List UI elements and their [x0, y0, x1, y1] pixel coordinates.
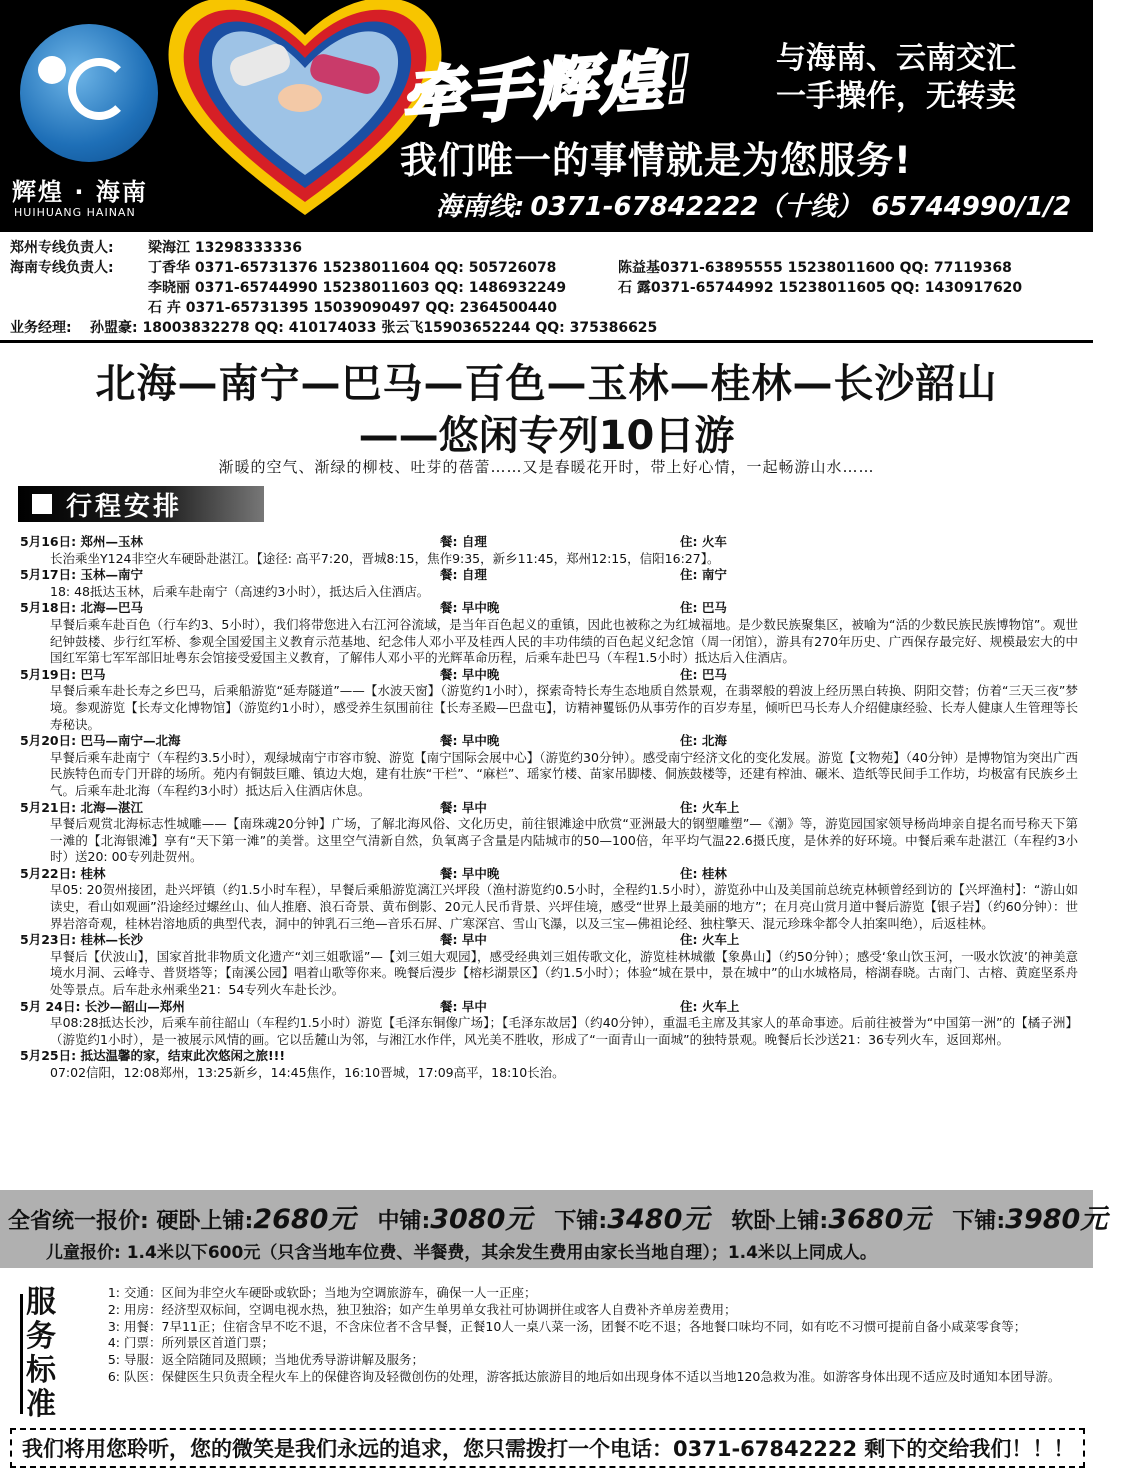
service-item-number: 6: [107, 1368, 120, 1384]
day-meal: 餐: 早中晚 [440, 666, 500, 682]
day-header [20, 999, 1078, 1016]
price-item-value: 3980元 [1005, 1204, 1108, 1235]
day-date: 5月22日: 桂林 [20, 865, 106, 881]
route-subtitle: ——悠闲专列10日游 [358, 413, 735, 459]
day-description: 早05: 20贺州接团，赴兴坪镇（约1.5小时车程），早餐后乘船游览漓江兴坪段（渔村游览约0.5小时，全程约1.5小时），游览孙中山及美国前总统克林顿曾经到访的【兴坪渔村】：“游山如读史，看山如观画”沿途经过螺丝山、仙人推磨、浪石奇景、黄布倒影、20元人民币背景、兴坪佳境，感受“世界上最美丽的地方”；在月亮山赏月道中餐后游览【银子岩】（约60分钟）：世界岩溶奇观，桂林岩溶地质的典型代表，洞中的钟乳石三绝—音乐石屏、广寒深宫、雪山飞瀑，以及三宝—佛祖论经、独柱擎天、混元珍珠伞都令人拍案叫绝），后返桂林。 [50, 882, 1078, 931]
day-meal: 餐: 早中 [440, 998, 487, 1014]
day-description: 早餐后乘车赴长寿之乡巴马，后乘船游览“延寿隧道”——【水波天窗】（游览约1小时），探索奇特长寿生态地质自然景观，在翡翠般的碧波上经历黑白转换、阴阳交替；仿着“三天三夜”梦境。参观游览【长寿文化博物馆】（游览约1小时），感受养生氛围前往【长寿圣殿—巴盘屯】，访精神矍铄仍从事劳作的百岁寿星，倾听巴马长寿人介绍健康经验、长寿人健康人生管理等长寿秘诀。 [50, 683, 1078, 732]
day-meal: 餐: 早中晚 [440, 600, 500, 616]
day-stay: 住: 北海 [680, 733, 727, 749]
day-description: 早餐后观赏北海标志性城雕——【南珠魂20分钟】广场，了解北海风俗、文化历史，前往银滩途中欣赏“亚洲最大的钢塑雕塑”—《潮》等，游览园国家领导杨尚坤亲自提名而号称天下第一滩的【北海银滩】享有“天下第一滩”的美誉。这里空气清新自然，负氧离子含量是内陆城市的50—100倍，年平均气温22.6摄氏度，是休养的好环境。中餐后乘车赴湛江（车程约3小时）送20: 00专列赴贺州。 [50, 816, 1078, 865]
hotline-number: 0371-67842222（十线） 65744990/1/2 [530, 192, 1072, 222]
service-item-number: 2: [107, 1301, 120, 1317]
service-item-number: 5: [107, 1352, 120, 1368]
service-item [94, 1335, 1074, 1352]
divider [0, 340, 1093, 343]
day-description: 07:02信阳，12:08郑州，13:25新乡，14:45焦作，16:10晋城，17:09高平，18:10长治。 [50, 1065, 565, 1080]
service-item-text: 用餐：7早11正；住宿含早不吃不退，不含床位者不含早餐，正餐10人一桌八菜一汤，团餐不吃不退；各地餐口味均不同，如有吃不习惯可提前自备小咸菜零食等； [124, 1318, 1027, 1334]
day-stay: 住: 火车上 [680, 799, 740, 815]
day-meal: 餐: 自理 [440, 534, 487, 549]
day-date: 5月20日: 巴马—南宁—北海 [20, 733, 181, 749]
service-divider [20, 1294, 23, 1414]
day-header [20, 800, 1078, 817]
day-description: 早餐后乘车赴南宁（车程约3.5小时），观绿城南宁市容市貌、游览【南宁国际会展中心】（游览约30分钟）。感受南宁经济文化的变化发展。游览【文物苑】（40分钟）是博物馆为突出广西民族特色而专门开辟的场所。苑内有铜鼓巨雕、镇边大炮，建有壮族“干栏”、“麻栏”、瑶家竹楼、苗家吊脚楼、侗族鼓楼等，还建有榨油、碾米、造纸等民间手工作坊，均极富有民族乡土气。后乘车赴北海（车程约3小时）抵达后入住酒店休息。 [50, 749, 1078, 798]
contact-info: 李晓丽 0371-65744990 15238011603 QQ: 1486932249 [148, 280, 567, 296]
hotline [436, 186, 1077, 223]
contact-info: 孙盟豪: 18003832278 QQ: 410174033 张云飞15903652244 QQ: 375386625 [90, 320, 658, 336]
service-title [26, 1286, 66, 1422]
contact-role: 业务经理: [10, 320, 72, 336]
square-icon [32, 494, 52, 514]
contact-info: 陈益基0371-63895555 15238011600 QQ: 77119368 [618, 260, 1012, 276]
service-item [94, 1352, 1074, 1369]
price-item-value: 2680元 [253, 1204, 356, 1235]
company-logo [8, 16, 168, 219]
day-meal: 餐: 早中晚 [440, 733, 500, 749]
contact-row [10, 238, 1085, 258]
logo-name-en: HUIHUANG HAINAN [14, 206, 136, 219]
service-item-number: 4: [107, 1335, 120, 1351]
service-item-text: 队医：保健医生只负责全程火车上的保健咨询及轻微创伤的处理，游客抵达旅游目的地后如出现身体不适以当地120急救为准。如游客身体出现不适应及时通知本团导游。 [124, 1368, 1061, 1384]
price-row [8, 1197, 1108, 1236]
tagline: 渐暖的空气、渐绿的柳枝、吐芽的蓓蕾……又是春暖花开时，带上好心情，一起畅游山水…… [218, 458, 875, 476]
hotline-label: 海南线: [436, 192, 525, 222]
contact-indent [10, 298, 148, 318]
service-title-char: 准 [26, 1387, 56, 1422]
service-item [94, 1302, 1074, 1319]
day-stay: 住: 火车上 [680, 998, 740, 1014]
day-header [20, 600, 1078, 617]
service-item-text: 交通：区间为非空火车硬卧或软卧；当地为空调旅游车，确保一人一正座； [124, 1285, 537, 1300]
contact-row [10, 258, 1085, 278]
service-item-text: 用房：经济型双标间，空调电视水热，独卫独浴；如产生单男单女我社可协调拼住或客人自费补齐单房差费用； [124, 1301, 737, 1317]
day-stay: 住: 巴马 [680, 666, 727, 682]
price-item-label: 硬卧上铺: [156, 1209, 254, 1234]
price-item-label: 中铺: [377, 1209, 431, 1234]
footer-slogan: 我们将用您聆听，您的微笑是我们永远的追求，您只需拨打一个电话：0371-67842222 剩下的交给我们！！！ [10, 1428, 1085, 1468]
day-description: 18: 48抵达玉林，后乘车赴南宁（高速约3小时），抵达后入住酒店。 [50, 583, 430, 599]
slogan-main: 牵手辉煌! [398, 42, 698, 138]
price-item-value: 3080元 [430, 1204, 533, 1235]
logo-dot [38, 56, 66, 84]
contact-role: 海南专线负责人: [10, 260, 114, 276]
day-header [20, 1048, 1078, 1065]
section-header-itinerary [18, 486, 264, 522]
day-date: 5月 24日: 长沙—韶山—郑州 [20, 998, 185, 1014]
service-list [94, 1285, 1074, 1386]
service-title-char: 标 [26, 1353, 56, 1388]
day-meal: 餐: 早中 [440, 932, 487, 948]
day-date: 5月21日: 北海—湛江 [20, 799, 143, 815]
service-item [94, 1319, 1074, 1336]
day-stay: 住: 火车上 [680, 932, 740, 948]
day-header [20, 932, 1078, 949]
day-date: 5月23日: 桂林—长沙 [20, 932, 143, 948]
day-description: 早餐后乘车赴百色（行车约3、5小时），我们将带您进入右江河谷流域，是当年百色起义的重镇，因此也被称之为红城福地。是少数民族聚集区，被喻为“活的少数民族民族博物馆”。观世纪钟鼓楼、步行红军桥、参观全国爱国主义教育示范基地、纪念伟人邓小平及桂西人民的丰功伟绩的百色起义纪念馆（周一闭馆），游具有270年历史、广西保存最完好、规模最宏大的中国红军第七军军部旧址粤东会馆接受爱国主义教育，了解伟人邓小平的光辉革命历程，后乘车赴巴马（车程1.5小时）抵达后入住酒店。 [50, 616, 1078, 666]
day-header [20, 667, 1078, 684]
day-header [20, 733, 1078, 750]
service-title-char: 服 [26, 1285, 56, 1320]
itinerary-list [20, 534, 1078, 1082]
contact-info: 石 卉 0371-65731395 15039090497 QQ: 2364500440 [148, 300, 558, 316]
day-header [20, 866, 1078, 883]
price-item-label: 下铺: [554, 1209, 608, 1234]
day-header [20, 534, 1078, 551]
contact-role: 郑州专线负责人: [10, 240, 114, 256]
day-date: 5月16日: 郑州—玉林 [20, 534, 143, 549]
day-meal: 餐: 自理 [440, 567, 487, 583]
day-meal: 餐: 早中 [440, 799, 487, 815]
day-date: 5月17日: 玉林—南宁 [20, 567, 143, 583]
slogan-side-line1: 与海南、云南交汇 [776, 41, 1016, 76]
slogan-service: 我们唯一的事情就是为您服务! [400, 139, 912, 182]
price-item-label: 下铺: [952, 1209, 1006, 1234]
slogan-side [776, 40, 1016, 116]
contact-row [10, 278, 1085, 298]
price-label: 全省统一报价: [8, 1209, 149, 1234]
service-item [94, 1369, 1074, 1386]
day-description: 早08:28抵达长沙，后乘车前往韶山（车程约1.5小时）游览【毛泽东铜像广场】；【毛泽东故居】（约40分钟），重温毛主席及其家人的革命事迹。后前往被誉为“中国第一洲”的【橘子洲】（游览约1小时），是一被展示风情的画。它以岳麓山为邻，与湘江水作伴，风光美不胜收，形成了“一面青山一面城”的独特景观。晚餐后长沙送21：36专列火车，返回郑州。 [50, 1015, 1078, 1047]
slogan-side-line2: 一手操作，无转卖 [776, 79, 1016, 114]
logo-swirl-icon [68, 58, 130, 120]
day-meal: 餐: 早中晚 [440, 865, 500, 881]
contact-list [10, 238, 1085, 338]
service-item-number: 1: [107, 1285, 120, 1300]
route-title: 北海—南宁—巴马—百色—玉林—桂林—长沙韶山 [95, 361, 998, 407]
day-stay: 住: 桂林 [680, 865, 727, 881]
contact-info: 丁香华 0371-65731376 15238011604 QQ: 505726078 [148, 260, 557, 276]
service-item-text: 导服：返全陪随同及照顾；当地优秀导游讲解及服务； [124, 1352, 425, 1368]
day-description: 长治乘坐Y124非空火车硬卧赴湛江。【途径: 高平7:20，晋城8:15，焦作9:35，新乡11:45，郑州12:15，信阳16:27】。 [50, 550, 720, 566]
day-date: 5月19日: 巴马 [20, 666, 106, 682]
service-item [94, 1285, 1074, 1302]
contact-info: 梁海江 13298333336 [148, 240, 303, 256]
day-description: 早餐后【伏波山】，国家首批非物质文化遗产“刘三姐歌谣”—【刘三姐大观园】，感受经典刘三姐传歌文化，游览桂林城徽【象鼻山】（约50分钟）；感受‘象山饮玉河，一吸水饮波’的神美意境水月洞、云峰寺、普贤塔等；【南溪公园】唱着山歌等你来。晚餐后漫步【榕杉湖景区】（约1.5小时）；体验“城在景中，景在城中”的山水城格局，榕湖春晓。古南门、古榕、黄庭坚系舟处等景点。后车赴永州乘坐21：54专列火车赴长沙。 [50, 948, 1078, 998]
service-title-char: 务 [26, 1319, 56, 1354]
day-header [20, 567, 1078, 584]
service-item-text: 门票：所列景区首道门票； [124, 1335, 275, 1351]
price-item-value: 3680元 [828, 1204, 931, 1235]
section-label: 行程安排 [66, 491, 183, 522]
day-meal [440, 1048, 680, 1065]
contact-info: 石 露0371-65744992 15238011605 QQ: 1430917620 [618, 280, 1023, 296]
header-banner [0, 0, 1093, 232]
day-stay: 住: 南宁 [680, 567, 727, 583]
price-item-label: 软卧上铺: [731, 1209, 829, 1234]
price-item-value: 3480元 [607, 1204, 710, 1235]
day-stay: 住: 巴马 [680, 600, 727, 616]
child-price: 儿童报价: 1.4米以下600元（只含当地车位费、半餐费，其余发生费用由家长当地自理）；1.4米以上同成人。 [46, 1243, 877, 1263]
day-date: 5月18日: 北海—巴马 [20, 600, 143, 616]
logo-name-cn: 辉煌 · 海南 [12, 178, 148, 206]
service-item-number: 3: [107, 1318, 120, 1334]
contact-row [10, 318, 1085, 338]
contact-indent [10, 278, 148, 298]
contact-row [10, 298, 1085, 318]
day-date: 5月25日: 抵达温馨的家，结束此次悠闲之旅!!! [20, 1048, 286, 1064]
day-stay: 住: 火车 [680, 534, 727, 549]
